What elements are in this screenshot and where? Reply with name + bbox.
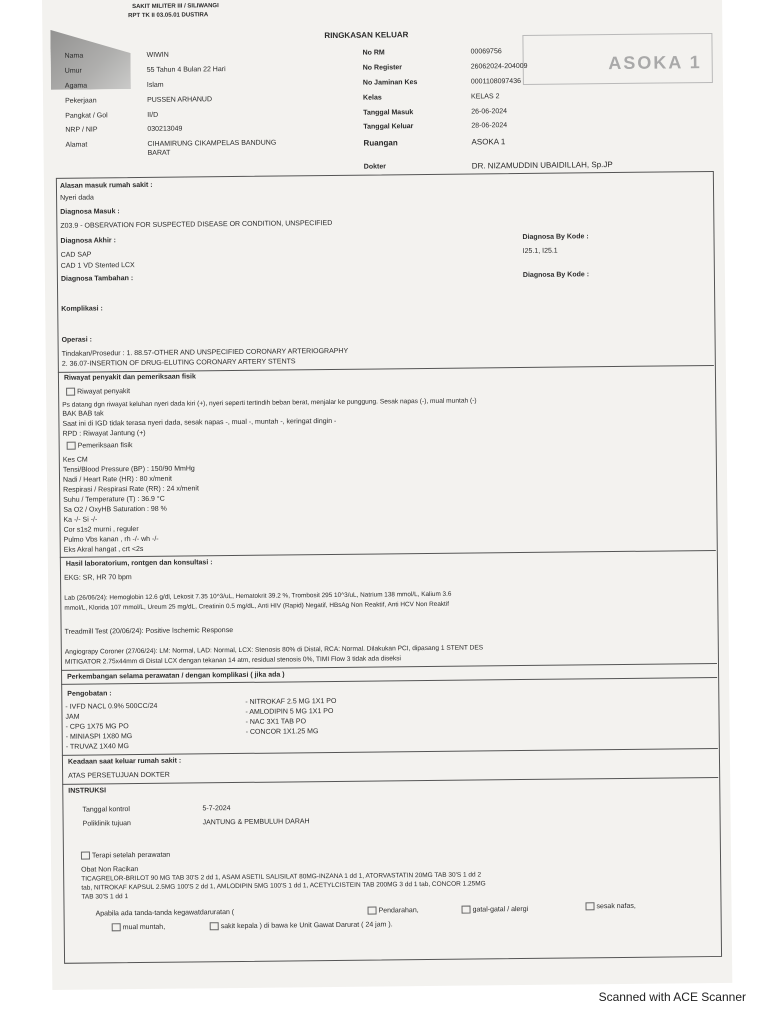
angiography: Angiograpy Coroner (27/06/24): LM: Normal, LAD: Normal, LCX: Stenosis 80% di Distal, RCA: Normal. Dilakukan PCI, dipasang 1 STENT DES [64,644,484,656]
checkbox-sakit-kepala[interactable] [210,922,219,930]
medical-record-number: 00069756 [470,48,502,56]
scanner-watermark: Scanned with ACE Scanner [598,990,746,1004]
riwayat-title: Riwayat penyakit dan pemeriksaan fisik [63,373,196,382]
scanned-document: SAKIT MILITER III / SILIWANGI RPT TK II 03.05.01 DUSTIRA RINGKASAN KELUAR ASOKA 1 Nama Umur Agama Pekerjaan Pangkat / Gol NRP / NIP Alamat WIWIN 55 Tahun 4 Bulan 22 Hari Islam PUSSEN ARHANUD II/D 030213049 CIHAMIRUNG CIKAMPELAS BANDUNG BARAT No RM No Register No Jaminan Kes Kelas Tanggal Masuk Tanggal Keluar Ruangan Dokter 00069756 26062024-204009 0001108097436 KELAS 2 26-06-2024 28-06-2024 ASOKA 1 DR. NIZAMUDDIN UBAIDILLAH, Sp.JP Alasan masuk rumah sakit : Nyeri dada Diagnosa Masuk : Z03.9 - OBSERVATION FOR SUSPECTED DISEASE OR CONDITION, UNSPECIFIED Diagnosa Akhir : CAD SAP CAD 1 VD Stented LCX Diagnosa By Kode : I25.1, I25.1 Diagnosa Tambahan : Diagnosa By Kode : Komplikasi : Operasi : Tindakan/Prosedur : 1. 88.57-OTHER AND UNSPECIFIED CORONARY ARTERIOGRAPHY 2. 36.07-INSERTION OF DRUG-ELUTING CORONARY ARTERY STENTS Riwayat penyakit dan pemeriksaan fisik Riwayat penyakit Ps datang dgn riwayat keluhan nyeri dada kiri (+), nyeri seperti tertindih beban berat, menjalar ke punggung. Sesak napas (-), mual muntah (-) BAK BAB tak Saat ini di IGD tidak terasa nyeri dada, sesak napas -, mual -, muntah -, keringat dingin - RPD : Riwayat Jantung (+) Pemeriksaan fisik Kes CM Tensi/Blood Pressure (BP) : 150/90 MmHg Nadi / Heart Rate (HR) : 80 x/menit Respirasi / Respirasi Rate (RR) : 24 x/menit Suhu / Temperature (T) : 36.9 °C Sa O2 / OxyHB Saturation : 98 % Ka -/- Si -/- Cor s1s2 murni , reguler Pulmo Vbs kanan , rh -/- wh -/- Eks Akral hangat , crt <2s Hasil laboratorium, rontgen dan konsultasi : EKG: SR, HR 70 bpm Lab (26/06/24): Hemoglobin 12.6 g/dl, Lekosit 7.35 10^3/uL, Hematokrit 39.2 %, Trombosit 295 10^3/uL, Natrium 138 mmol/L, Kalium 3.6 mmol/L, Klorida 107 mmol/L, Ureum 25 mg/dL, Creatinin 0.5 mg/dL, Anti HIV (Rapid) Negatif, HBsAg Non Reaktif, Anti HCV Non Reaktif Treadmill Test (20/06/24): Positive Ischemic Response Angiograpy Coroner (27/06/24): LM: Normal, LAD: Normal, LCX: Stenosis 80% di Distal, RCA: Normal. Dilakukan PCI, dipasang 1 STENT DES MITIGATOR 2.75x44mm di Distal LCX dengan tekanan 14 atm, residual stenosis 0%, TIMI Flow 3 tidak ada diseksi Perkembangan selama perawatan / dengan komplikasi ( jika ada ) Pengobatan : - IVFD NACL 0.9% 500CC/24 JAM - CPG 1X75 MG PO - MINIASPI 1X80 MG - TRUVAZ 1X40 MG - NITROKAF 2.5 MG 1X1 PO - AMLODIPIN 5 MG 1X1 PO - NAC 3X1 TAB PO - CONCOR 1X1.25 MG Keadaan saat keluar rumah sakit : ATAS PERSETUJUAN DOKTER INSTRUKSI Tanggal kontrol 5-7-2024 Poliklinik tujuan JANTUNG & PEMBULUH DARAH Terapi setelah perawatan Obat Non Racikan TICAGRELOR-BRILOT 90 MG TAB 30'S 2 dd 1, ASAM ASETIL SALISILAT 80MG-INZANA 1 dd 1, ATORVASTATIN 20MG TAB 30'S 1 dd 2 tab, NITROKAF KAPSUL 2.5MG 100'S 2 dd 1, AMLODIPIN 5MG 100'S 1 dd 1, ACETYLCISTEIN TAB 200MG 3 dd 1 tab, CONCOR 1.25MG TAB 30'S 1 dd 1 Apabila ada tanda-tanda kegawatdaruratan ( Pendarahan, gatal-gatal / alergi sesak nafas, mual muntah, sakit kepala ) di bawa ke Unit Gawat Darurat ( 24 jam ). [42,0,732,990]
page-title: RINGKASAN KELUAR [324,30,409,41]
institution-line1: SAKIT MILITER III / SILIWANGI [132,3,219,11]
diagnosa-masuk: Z03.9 - OBSERVATION FOR SUSPECTED DISEASE OR CONDITION, UNSPECIFIED [60,219,333,230]
blood-pressure: Tensi/Blood Pressure (BP) : 150/90 MmHg [62,465,195,474]
checkbox-alergi[interactable] [462,906,471,914]
operasi-1: Tindakan/Prosedur : 1. 88.57-OTHER AND UNSPECIFIED CORONARY ARTERIOGRAPHY [61,347,349,358]
tanggal-kontrol: 5-7-2024 [202,805,231,813]
checkbox-sesak[interactable] [585,902,594,910]
doctor-name: DR. NIZAMUDDIN UBAIDILLAH, Sp.JP [471,160,613,171]
ward-stamp: ASOKA 1 [522,33,713,85]
perawatan-title: Perkembangan selama perawatan / dengan komplikasi ( jika ada ) [67,671,285,681]
alasan-value: Nyeri dada [60,194,94,202]
poliklinik-tujuan: JANTUNG & PEMBULUH DARAH [202,818,310,827]
obat-pulang: TICAGRELOR-BRILOT 90 MG TAB 30'S 2 dd 1, ASAM ASETIL SALISILAT 80MG-INZANA 1 dd 1, ATORVASTATIN 20MG TAB 30'S 1 dd 2 [81,871,482,883]
hospital-logo [50,29,131,90]
checkbox-mual[interactable] [112,923,121,931]
patient-name: WIWIN [146,51,169,59]
alasan-label: Alasan masuk rumah sakit : [59,181,153,190]
operasi-2: 2. 36.07-INSERTION OF DRUG-ELUTING CORONARY ARTERY STENTS [61,358,296,368]
lab-title: Hasil laboratorium, rontgen dan konsultasi : [65,559,213,568]
checkbox-pendarahan[interactable] [368,907,377,915]
diagnosa-akhir: CAD SAP [60,251,92,259]
instruksi-title: INSTRUKSI [68,787,107,795]
institution-line2: RPT TK II 03.05.01 DUSTIRA [128,12,209,20]
diagnosa-kode: I25.1, I25.1 [522,247,558,255]
keadaan-value: ATAS PERSETUJUAN DOKTER [68,771,170,780]
